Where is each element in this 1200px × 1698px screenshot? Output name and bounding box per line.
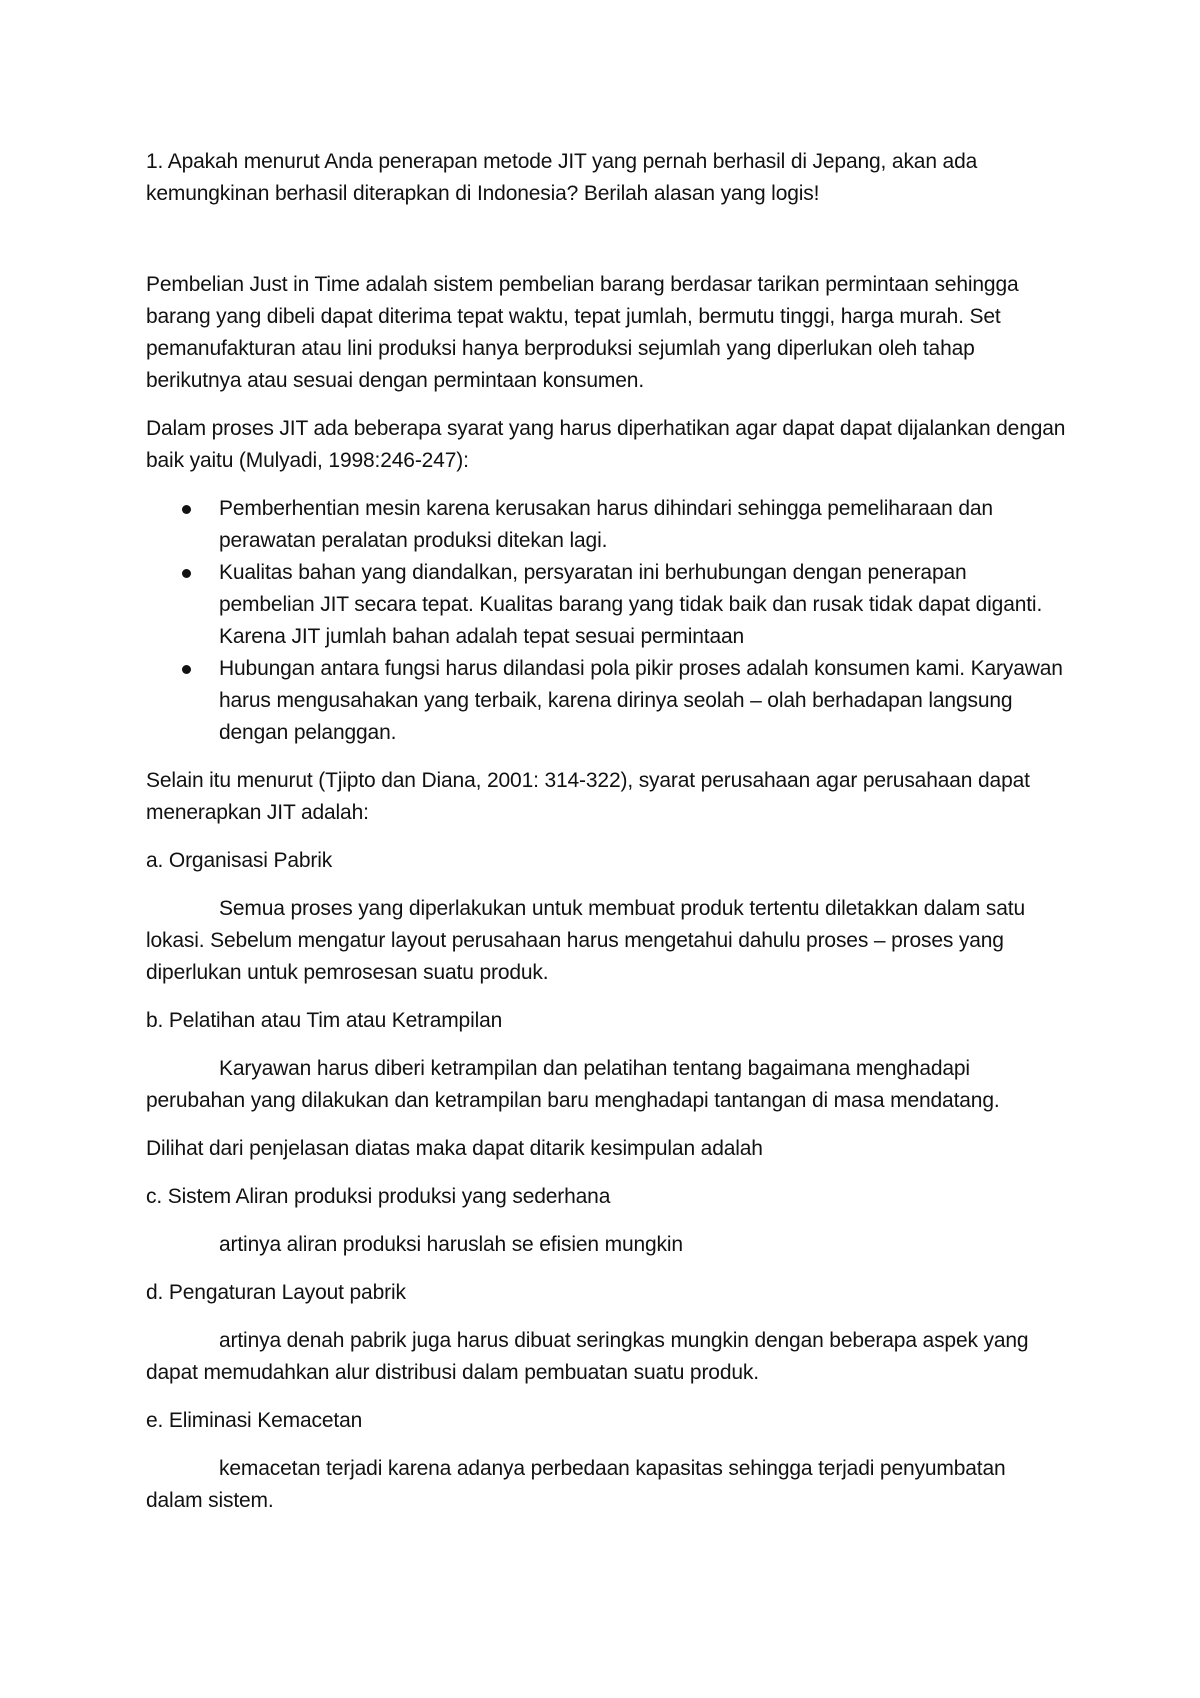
paragraph-jit-requirements: Dalam proses JIT ada beberapa syarat yang harus diperhatikan agar dapat dapat dijalankan dengan baik yaitu (Mulyadi, 1998:246-247): (146, 417, 1066, 472)
list-item (146, 493, 1066, 557)
list-item-text: Hubungan antara fungsi harus dilandasi pola pikir proses adalah konsumen kami. Karyawan harus mengusahakan yang terbaik, karena dirinya seolah – olah berhadapan langsung dengan pelanggan. (219, 657, 1063, 744)
paragraph-company-requirements: Selain itu menurut (Tjipto dan Diana, 2001: 314-322), syarat perusahaan agar perusahaan dapat menerapkan JIT adalah: (146, 769, 1030, 824)
bullet-icon (182, 505, 191, 514)
section-d-title: d. Pengaturan Layout pabrik (146, 1281, 406, 1304)
section-e-title: e. Eliminasi Kemacetan (146, 1409, 363, 1432)
document-page (146, 146, 1066, 1533)
section-a-body: Semua proses yang diperlakukan untuk membuat produk tertentu diletakkan dalam satu lokasi. Sebelum mengatur layout perusahaan harus mengetahui dahulu proses – proses yang diperlukan untuk pemrosesan suatu produk. (146, 897, 1026, 984)
section-c-body: artinya aliran produksi haruslah se efisien mungkin (219, 1233, 683, 1256)
section-b-body: Karyawan harus diberi ketrampilan dan pelatihan tentang bagaimana menghadapi perubahan yang dilakukan dan ketrampilan baru menghadapi tantangan di masa mendatang. (146, 1057, 1000, 1112)
requirements-list (146, 493, 1066, 749)
bullet-icon (182, 665, 191, 674)
list-item (146, 653, 1066, 749)
section-a-title: a. Organisasi Pabrik (146, 849, 333, 872)
bullet-icon (182, 569, 191, 578)
question-text: 1. Apakah menurut Anda penerapan metode JIT yang pernah berhasil di Jepang, akan ada kemungkinan berhasil diterapkan di Indonesia? Berilah alasan yang logis! (146, 150, 978, 205)
list-item (146, 557, 1066, 653)
list-item-text: Pemberhentian mesin karena kerusakan harus dihindari sehingga pemeliharaan dan perawatan peralatan produksi ditekan lagi. (219, 497, 993, 552)
conclusion-text: Dilihat dari penjelasan diatas maka dapat ditarik kesimpulan adalah (146, 1137, 763, 1160)
list-item-text: Kualitas bahan yang diandalkan, persyaratan ini berhubungan dengan penerapan pembelian JIT secara tepat. Kualitas barang yang tidak baik dan rusak tidak dapat diganti. Karena JIT jumlah bahan adalah tepat sesuai permintaan (219, 561, 1043, 648)
section-b-title: b. Pelatihan atau Tim atau Ketrampilan (146, 1009, 503, 1032)
section-c-title: c. Sistem Aliran produksi produksi yang sederhana (146, 1185, 611, 1208)
section-e-body: kemacetan terjadi karena adanya perbedaan kapasitas sehingga terjadi penyumbatan dalam sistem. (146, 1457, 1006, 1512)
paragraph-jit-definition: Pembelian Just in Time adalah sistem pembelian barang berdasar tarikan permintaan sehingga barang yang dibeli dapat diterima tepat waktu, tepat jumlah, bermutu tinggi, harga murah. Set pemanufakturan atau lini produksi hanya berproduksi sejumlah yang diperlukan oleh tahap berikutnya atau sesuai dengan permintaan konsumen. (146, 273, 1019, 392)
section-d-body: artinya denah pabrik juga harus dibuat seringkas mungkin dengan beberapa aspek yang dapat memudahkan alur distribusi dalam pembuatan suatu produk. (146, 1329, 1029, 1384)
